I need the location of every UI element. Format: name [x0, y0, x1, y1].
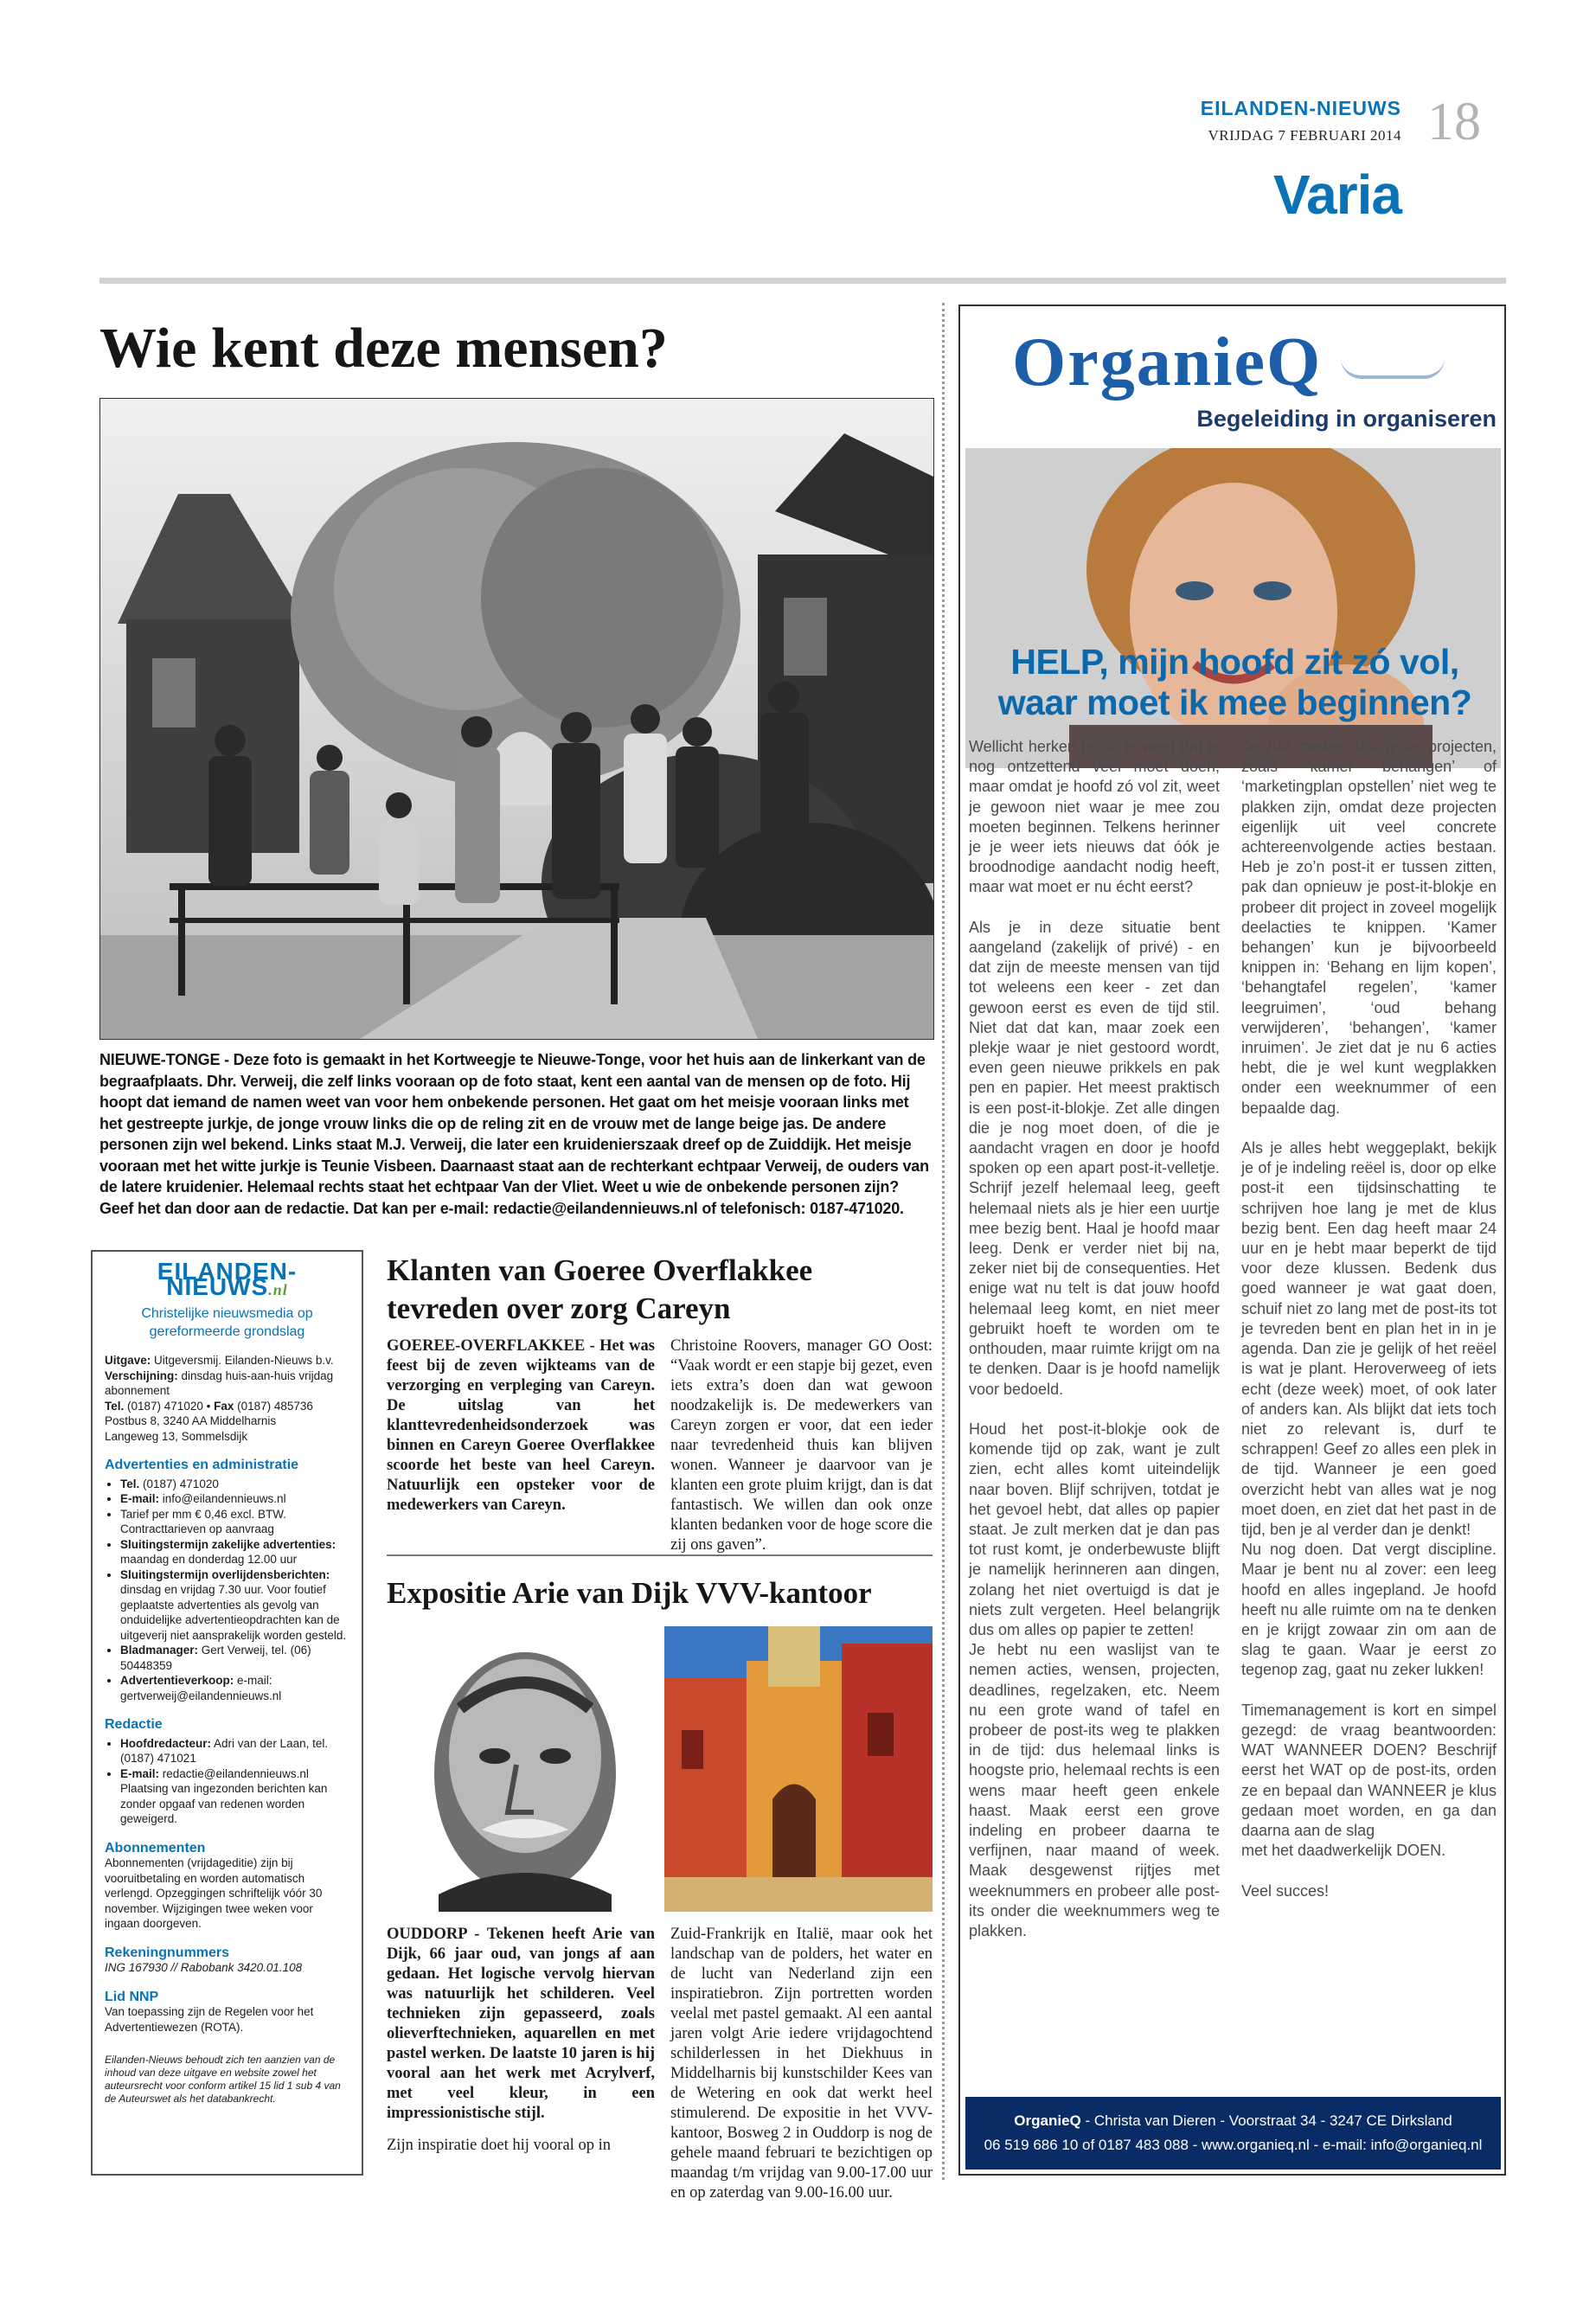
- adv-item: [120, 1537, 349, 1567]
- colofon-box: [91, 1250, 363, 2176]
- historic-photo: [99, 398, 934, 1040]
- colofon-logo-text: EILANDEN-NIEUWS: [157, 1258, 298, 1300]
- adv-item-text: e-mail: gertverweij@eilandennieuws.nl: [120, 1674, 282, 1702]
- adv-item-label: Advertentieverkoop:: [120, 1674, 234, 1687]
- street-painting-image: [664, 1626, 933, 1912]
- colofon-verschijning: [105, 1368, 349, 1399]
- expo-lead-text: OUDDORP - Tekenen heeft Arie van Dijk, 66 jaar oud, van jongs af aan gedaan. Het logische vervolg hiervan was natuurlijk het schilderen. Veel technieken zijn gepasseerd, zoals olieverftechnieken, aquarellen en met pastel werken. De laatste 10 jaren is hij vooral aan het werk met Acrylverf, met veel kleur, in een impressionistische stijl.: [387, 1926, 655, 2122]
- organieq-logo: OrganieQ: [1012, 324, 1323, 401]
- fax-label: Fax: [214, 1399, 234, 1413]
- ad-body-col-1: Wellicht herken je dit: je weet dat je nog ontzettend veel moet doen, maar omdat je hoofd zó vol zit, weet je gewoon niet waar je mee zou moeten beginnen. Telkens herinner je je weer iets nieuws dat óók je broodnodige aandacht nodig heeft, maar wat moet er nu écht eerst? Als je in deze situatie bent aangeland (zakelijk of privé) - en dat zijn de meeste mensen van tijd tot weleens een keer - zet dan gewoon eerst es even de tijd stil. Niet dat dat kan, maar zoek een plekje waar je niet gestoord wordt, even geen nieuwe prikkels en pak pen en papier. Het meest praktisch is een post-it-blokje. Zet alle dingen die je nog moet doen, of die je aandacht vragen en door je hoofd spoken op een apart post-it-velletje. Schrijf jezelf helemaal leeg, geeft helemaal niets als je hier een uurtje mee bezig bent. Haal je hoofd maar leeg. Denk er verder niet bij na, zeker niet bij de consequenties. Het enige wat nu telt is dat jouw hoofd helemaal leeg komt, en niet meer gebruikt hoeft te worden om te onthouden, maar ruimte krijgt om na te denken. Daar is je hoofd namelijk voor bedoeld. Houd het post-it-blokje ook de komende tijd op zak, want je zult zien, echt alles komt uiteindelijk naar boven. Blijf schrijven, totdat je het gevoel hebt, dat alles op papier staat. Je zult merken dat je dan pas tot rust komt, je onderbewuste blijft je namelijk herinneren aan dingen, zolang het niet overtuigd is dat je niets zult vergeten. Heel belangrijk dus om alles op papier te zetten! Je hebt nu een waslijst van te nemen acties, wensen, projecten, deadlines, regelzaken, etc. Neem nu een grote wand of tafel en probeer de post-its weg te plakken in de tijd: dus helemaal links is hoogste prio, helemaal rechts is een wens maar heeft geen enkele haast. Maak eerst een grove indeling en probeer daarna te verfijnen, naar maand of week. Maak desgewenst rijtjes met weeknummers en probeer alle post-its onder die weeknummers weg te plakken.: [969, 738, 1220, 1939]
- verschijning-value: dinsdag huis-aan-huis vrijdag abonnement: [105, 1368, 334, 1397]
- redactie-item-text: Adri van der Laan, tel. (0187) 471021: [120, 1736, 329, 1765]
- advertenties-heading: Advertenties en administratie: [105, 1458, 299, 1472]
- adv-item-text: (0187) 471020: [139, 1477, 219, 1490]
- address-line-1: Postbus 8, 3240 AA Middelharnis: [105, 1414, 277, 1427]
- uitgave-value: Uitgeversmij. Eilanden-Nieuws b.v.: [151, 1354, 334, 1367]
- careyn-lead: [387, 1336, 655, 1516]
- adv-item-text: info@eilandennieuws.nl: [159, 1492, 286, 1505]
- ad-footer-line-2: 06 519 686 10 of 0187 483 088 - www.organieq.nl - e-mail: info@organieq.nl: [984, 2137, 1483, 2153]
- adv-item: [120, 1673, 349, 1703]
- careyn-bottom-rule: [387, 1554, 933, 1556]
- careyn-headline: Klanten van Goeree Overflakkee tevreden over zorg Careyn: [387, 1253, 813, 1325]
- caption-location: NIEUWE-TONGE -: [99, 1051, 234, 1068]
- section-title: Varia: [1272, 163, 1401, 226]
- adv-item: [120, 1507, 349, 1537]
- page-number: 18: [1427, 93, 1481, 151]
- adv-item-label: Sluitingstermijn zakelijke advertenties:: [120, 1537, 337, 1551]
- adv-item: [120, 1567, 349, 1644]
- adv-item-text: dinsdag en vrijdag 7.30 uur. Voor foutief geplaatste advertenties als gevolg van onduidelijke advertentieopdrachten kan de uitgeverij niet aansprakelijk worden gesteld.: [120, 1583, 347, 1642]
- redactie-item-label: E-mail:: [120, 1766, 160, 1780]
- photo-caption: [99, 1049, 933, 1219]
- expo-lead-cont: Zijn inspiratie doet hij vooral op in: [387, 2137, 611, 2154]
- nnp-text: Van toepassing zijn de Regelen voor het Advertentiewezen (ROTA).: [105, 2005, 314, 2034]
- portrait-painting: [387, 1626, 651, 1912]
- redactie-heading: Redactie: [105, 1717, 163, 1732]
- masthead-logo: EILANDEN-NIEUWS: [1200, 97, 1401, 119]
- colofon-phone: [105, 1399, 349, 1414]
- street-painting: [664, 1626, 933, 1912]
- logo-swoosh-icon: [1341, 358, 1445, 379]
- issue-date: VRIJDAG 7 FEBRUARI 2014: [1208, 127, 1401, 144]
- portrait-painting-image: [387, 1626, 651, 1912]
- adv-item-label: Tel.: [120, 1477, 140, 1490]
- redactie-item: [120, 1736, 349, 1766]
- main-headline: Wie kent deze mensen?: [99, 317, 668, 380]
- colofon-logo-suffix: .nl: [268, 1280, 288, 1298]
- expo-body: Zuid-Frankrijk en Italië, maar ook het landschap van de polders, het water en de lucht van Nederland zijn een inspiratiebron. Zijn portretten worden veelal met pastel gemaakt. Al een aantal jaren volgt Arie iedere vrijdagochtend schilderlessen in het Diekhuus in Middelharnis bij kunstschilder Kees van de Wetering en ook dat werkt heel stimulerend. De expositie in het VVV-kantoor, Bosweg 2 in Ouddorp is nog de gehele maand februari te bezichtigen op maandag t/m vrijdag van 9.00-17.00 uur en op zaterdag van 9.00-16.00 uur.: [670, 1926, 933, 2202]
- colofon-uitgave: [105, 1353, 349, 1368]
- advertenties-list: [105, 1477, 349, 1704]
- organieq-tagline: Begeleiding in organiseren: [1196, 406, 1497, 432]
- careyn-lead-text: GOEREE-OVERFLAKKEE - Het was feest bij de zeven wijkteams van de verzorging en verpleging van Careyn. De uitslag van het klanttevredenheidsonderzoek was binnen en Careyn Goeree Overflakkee scoorde het beste van heel Careyn. Natuurlijk een opsteker voor de medewerkers van Careyn.: [387, 1337, 655, 1514]
- verschijning-label: Verschijning:: [105, 1368, 178, 1382]
- caption-text: Deze foto is gemaakt in het Kortweegje te Nieuwe-Tonge, voor het huis aan de linkerkant van de begraafplaats. Dhr. Verweij, die zelf links vooraan op de foto staat, kent een aantal van de mensen op de foto. Hij hoopt dat iemand de namen weet van voor hem onbekende personen. Het gaat om het meisje vooraan links met het gestreepte jurkje, de jonge vrouw links die op de reling zit en de vrouw met de lange beige jas. De andere personen zijn wel bekend. Links staat M.J. Verweij, die later een kruidenierszaak dreef op de Zuiddijk. Het meisje vooraan met het witte jurkje is Teunie Visbeen. Daarnaast staat aan de rechterkant echtpaar Verweij, de ouders van de latere kruidenier. Helemaal rechts staat het echtpaar Van der Vliet. Weet u wie de onbekende personen zijn? Geef het dan door aan de redactie. Dat kan per e-mail: redactie@eilandennieuws.nl of telefonisch: 0187-471020.: [99, 1051, 929, 1217]
- uitgave-label: Uitgave:: [105, 1354, 151, 1367]
- adv-item: [120, 1491, 349, 1507]
- adv-item-label: E-mail:: [120, 1492, 160, 1505]
- ad-footer-address: - Christa van Dieren - Voorstraat 34 - 3247 CE Dirksland: [1080, 2112, 1452, 2129]
- copyright-disclaimer: Eilanden-Nieuws behoudt zich ten aanzien van de inhoud van deze uitgave en website zowel het auteursrecht voor conform artikel 15 lid 1 sub 4 van de Auteurswet als het databankrecht.: [105, 2054, 341, 2105]
- expo-lead: [387, 1925, 655, 2156]
- abonnementen-heading: Abonnementen: [105, 1840, 206, 1856]
- header-rule: [99, 278, 1506, 284]
- ad-footer-line-1: [965, 2109, 1501, 2133]
- tel-label: Tel.: [105, 1399, 125, 1413]
- ad-footer-brand: OrganieQ: [1014, 2112, 1081, 2129]
- nnp-heading: Lid NNP: [105, 1989, 159, 2004]
- address-line-2: Langeweg 13, Sommelsdijk: [105, 1429, 248, 1443]
- adv-item-label: Sluitingstermijn overlijdensberichten:: [120, 1567, 330, 1581]
- redactie-item-label: Hoofdredacteur:: [120, 1736, 212, 1750]
- column-divider: [942, 303, 945, 2180]
- careyn-body: Christoine Roovers, manager GO Oost: “Vaak wordt er een stapje bij gezet, even iets extra’s doen dan wat gewoon noodzakelijk is. De medewerkers van Careyn zorgen er voor, dat een ieder naar tevredenheid thuis kan blijven wonen. Wanneer je daarvoor van je klanten een grote pluim krijgt, dan is dat fantastisch. We willen dan ook onze klanten bedanken voor de hoge score die zij ons gaven”.: [670, 1337, 933, 1554]
- rekeningnummers-text: ING 167930 // Rabobank 3420.01.108: [105, 1961, 303, 1974]
- historic-photo-image: [100, 399, 933, 1039]
- adv-item-text: Gert Verweij, tel. (06) 50448359: [120, 1644, 311, 1672]
- adv-item: [120, 1643, 349, 1673]
- redactie-list: [105, 1736, 349, 1827]
- adv-item-label: Bladmanager:: [120, 1644, 199, 1657]
- adv-item-text: Tarief per mm € 0,46 excl. BTW. Contracttarieven op aanvraag: [120, 1507, 287, 1535]
- expo-headline: Expositie Arie van Dijk VVV-kantoor: [387, 1576, 872, 1610]
- organieq-ad: [958, 304, 1506, 2176]
- ad-footer: [965, 2097, 1501, 2170]
- ad-headline: HELP, mijn hoofd zit zó vol, waar moet ik mee beginnen?: [997, 642, 1472, 722]
- abonnementen-text: Abonnementen (vrijdageditie) zijn bij vooruitbetaling en worden automatisch verlengd. Opzeggingen schriftelijk vóór 30 november. Wijzigingen twee weken voor ingaan doorgeven.: [105, 1856, 323, 1930]
- tel-value: (0187) 471020 •: [124, 1399, 215, 1413]
- rekeningnummers-heading: Rekeningnummers: [105, 1945, 230, 1960]
- colofon-logo: [105, 1258, 349, 1300]
- adv-item: [120, 1477, 349, 1492]
- colofon-slogan: Christelijke nieuwsmedia op gereformeerde grondslag: [141, 1306, 313, 1339]
- redactie-item-text: redactie@eilandennieuws.nl Plaatsing van ingezonden berichten kan zonder opgaaf van redenen worden geweigerd.: [120, 1766, 328, 1825]
- ad-body-col-2: Je zult merken dat grote projecten, zoals ‘kamer behangen’ of ‘marketingplan opstellen’ niet weg te plakken zijn, omdat deze projecten eigenlijk uit veel concrete achtereenvolgende acties bestaan. Heb je zo’n post-it er tussen zitten, pak dan opnieuw je post-it-blokje en probeer dit project in zoveel mogelijk deelacties te knippen. ‘Kamer behangen’ kun je bijvoorbeeld knippen in: ‘Behang en lijm kopen’, ‘behangtafel regelen’, ‘kamer leegruimen’, ‘oud behang verwijderen’, ‘behangen’, ‘kamer inruimen’. Je ziet dat je nu 6 acties hebt, die je wel kunt wegplakken onder een weeknummer of een bepaalde dag. Als je alles hebt weggeplakt, bekijk je of je indeling reëel is, door op elke post-it een tijdsinschatting te schrijven hoe lang je met de klus bezig bent. Een dag heeft maar 24 uur en je hebt maar beperkt de tijd voor deze klussen. Bedenk dus goed wanneer je wat gaat doen, schuif niet zo lang met de post-its tot je tevreden bent en plan het in in je agenda. Dan zie je gelijk of het reëel is wat je plant. Heroverweeg of iets echt (deze week) moet, of ook later of anders kan. Als blijkt dat iets toch niet zo relevant is, durf te schrappen! Geef zo alles een plek in de tijd. Wanneer je een goed overzicht hebt van alles wat je nog moet doen, en ziet dat het past in de tijd, ben je al verder dan je denkt! Nu nog doen. Dat vergt discipline. Maar je bent nu al zover: een leeg hoofd en alles ingepland. Je hoofd heeft nu alle ruimte om na te denken en je krijgt zowaar zin om aan de slag te gaan. Waar je eerst zo tegenop zag, gaat nu zeker lukken! Timemanagement is kort en simpel gezegd: de vraag beantwoorden: WAT WANNEER DOEN? Beschrijf eerst het WAT op de post-its, orden ze en bepaal dan WANNEER je klus gedaan moet worden, en ga dan daarna aan de slag met het daadwerkelijk DOEN. Veel succes!: [1241, 738, 1497, 1900]
- redactie-item: [120, 1766, 349, 1827]
- fax-value: (0187) 485736: [234, 1399, 313, 1413]
- adv-item-text: maandag en donderdag 12.00 uur: [120, 1553, 298, 1566]
